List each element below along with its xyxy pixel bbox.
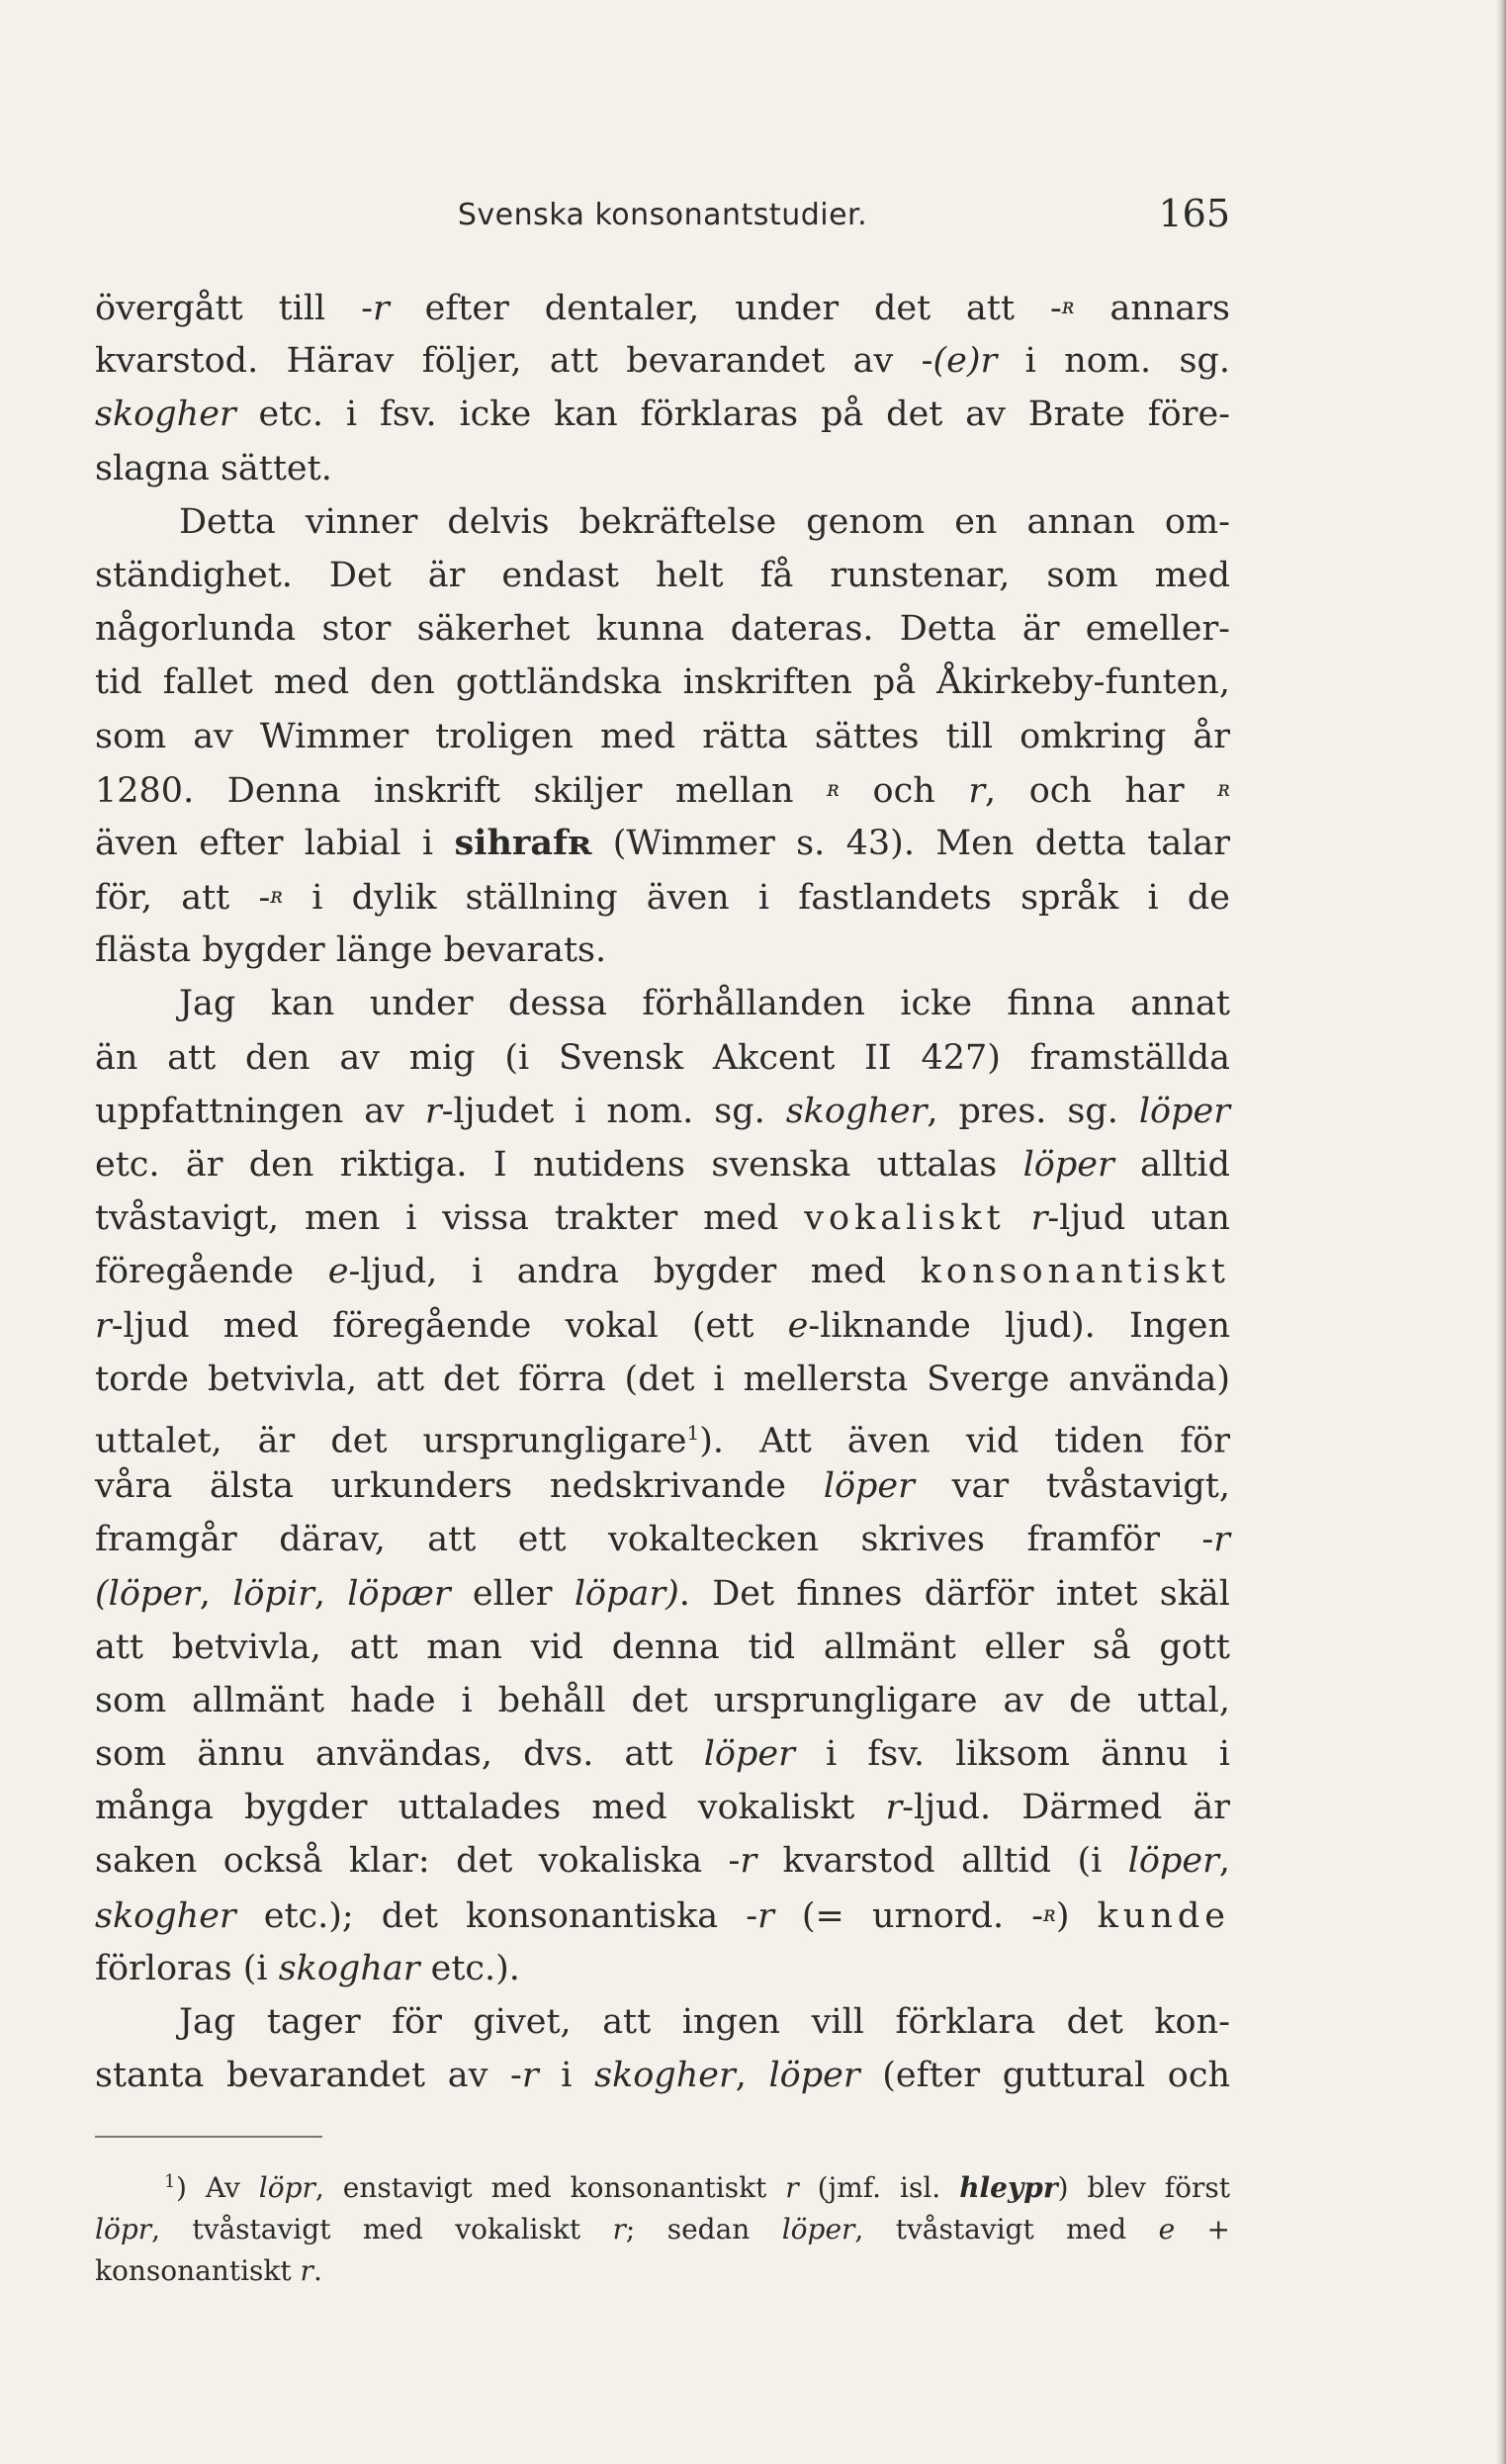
footnote-rule <box>95 2136 322 2138</box>
footnote-marker: 1 <box>164 2171 176 2192</box>
text-line: Detta vinner delvis bekräftelse genom en annan om- <box>179 501 1230 542</box>
text-line: 1280. Denna inskrift skiljer mellan ʀ och r, och har ʀ <box>95 770 1231 811</box>
text-line: (löper, löpir, löpær eller löpar). Det finnes därför intet skäl <box>95 1573 1230 1614</box>
text-line: tvåstavigt, men i vissa trakter med vokaliskt r-ljud utan <box>95 1198 1230 1239</box>
text-line: framgår därav, att ett vokaltecken skrives framför -r <box>95 1520 1230 1560</box>
text-line: skogher etc.); det konsonantiska -r (= urnord. -ʀ) kunde <box>95 1895 1230 1936</box>
footnote <box>95 2167 1230 2292</box>
text-line: saken också klar: det vokaliska -r kvarstod alltid (i löper, <box>95 1841 1230 1882</box>
footnote-line: löpr, tvåstavigt med vokaliskt r; sedan löper, tvåstavigt med e + <box>95 2213 1230 2245</box>
text-line: våra älsta urkunders nedskrivande löper var tvåstavigt, <box>95 1466 1230 1507</box>
text-line: som ännu användas, dvs. att löper i fsv. liksom ännu i <box>95 1734 1230 1775</box>
footnote-line: 1 ) Av löpr, enstavigt med konsonantiskt r (jmf. isl. hleypr) blev först <box>95 2167 1230 2209</box>
text-line: torde betvivla, att det förra (det i mellersta Sverge använda) <box>95 1359 1230 1399</box>
text-line: övergått till -r efter dentaler, under det att -ʀ annars <box>95 289 1230 328</box>
text-line: stanta bevarandet av -r i skogher, löper (efter guttural och <box>95 2056 1230 2096</box>
text-line: även efter labial i sihrafʀ (Wimmer s. 43). Men detta talar <box>95 822 1230 863</box>
text-line: att betvivla, att man vid denna tid allmänt eller så gott <box>95 1627 1230 1667</box>
page-edge-shadow <box>1496 0 1506 2464</box>
text-line: många bygder uttalades med vokaliskt r-ljud. Därmed är <box>95 1788 1231 1828</box>
running-title: Svenska konsonantstudier. <box>457 198 868 232</box>
text-line: Jag tager för givet, att ingen vill förklara det kon- <box>179 2002 1230 2042</box>
text-line: som allmänt hade i behåll det ursprungligare av de uttal, <box>95 1680 1230 1720</box>
text-line: föregående e-ljud, i andra bygder med konsonantiskt <box>95 1252 1230 1292</box>
text-line: kvarstod. Härav följer, att bevarandet av -(e)r i nom. sg. <box>95 341 1230 382</box>
body-text <box>95 281 1230 2102</box>
text-line: någorlunda stor säkerhet kunna dateras. Detta är emeller- <box>95 609 1230 650</box>
text-line: ständighet. Det är endast helt få runstenar, som med <box>95 555 1230 595</box>
text-line: för, att -ʀ i dylik ställning även i fastlandets språk i de <box>95 878 1230 919</box>
text-line: uttalet, är det ursprungligare$^1$). Att även vid tiden för <box>95 1420 1230 1461</box>
page-header <box>95 190 1230 239</box>
footnote-line: konsonantiskt r. <box>95 2254 322 2287</box>
text-line: flästa bygder länge bevarats. <box>95 930 607 971</box>
footnote-reference: 1 <box>686 1420 700 1445</box>
page-number: 165 <box>1158 192 1230 235</box>
text-line: Jag kan under dessa förhållanden icke finna annat <box>179 984 1230 1024</box>
text-line: uppfattningen av r-ljudet i nom. sg. skogher, pres. sg. löper <box>95 1091 1230 1131</box>
text-line: etc. är den riktiga. I nutidens svenska uttalas löper alltid <box>95 1145 1230 1185</box>
text-line: förloras (i skoghar etc.). <box>95 1948 520 1988</box>
text-line: skogher etc. i fsv. icke kan förklaras på det av Brate före- <box>95 395 1230 435</box>
text-line: tid fallet med den gottländska inskriften på Åkirkeby-funten, <box>95 662 1230 703</box>
text-line: slagna sättet. <box>95 448 332 488</box>
text-line: än att den av mig (i Svensk Akcent II 427) framställda <box>95 1037 1230 1078</box>
text-line: r-ljud med föregående vokal (ett e-liknande ljud). Ingen <box>95 1305 1230 1346</box>
text-line: som av Wimmer troligen med rätta sättes till omkring år <box>95 716 1230 756</box>
